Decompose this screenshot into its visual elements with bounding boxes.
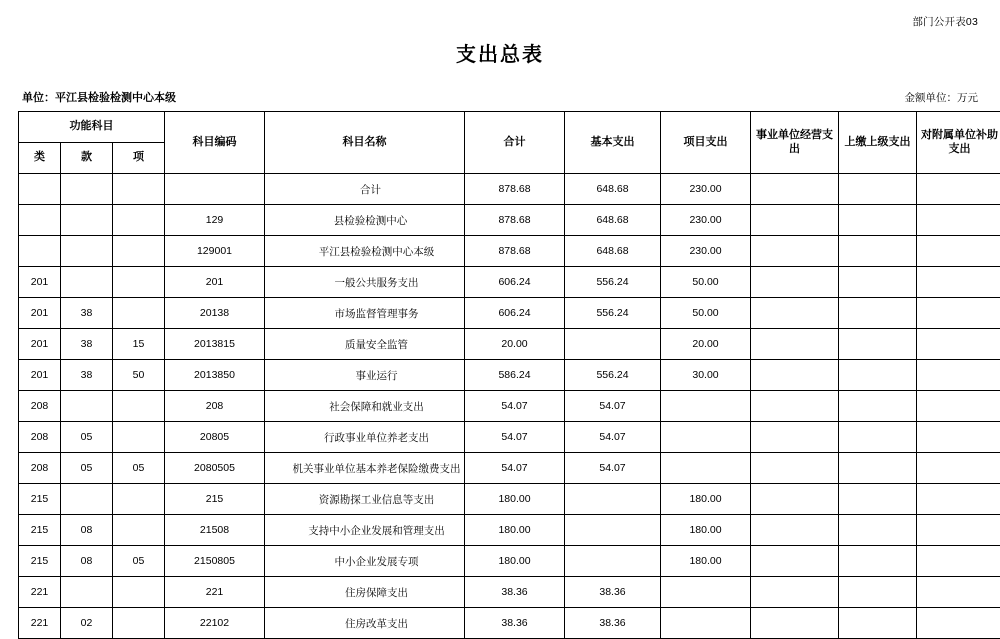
cell-operating-expenditure [751,484,839,515]
cell-class: 221 [19,608,61,639]
cell-subsidiary-subsidy-expenditure [917,298,1000,329]
cell-subsidiary-subsidy-expenditure [917,236,1000,267]
table-row [19,577,1000,608]
cell-project-expenditure [661,391,751,422]
table-row [19,453,1000,484]
cell-subsidiary-subsidy-expenditure [917,422,1000,453]
cell-operating-expenditure [751,453,839,484]
cell-class: 215 [19,515,61,546]
cell-subject-code: 22102 [165,608,265,639]
cell-item [113,422,165,453]
cell-upper-level-expenditure [839,484,917,515]
header-upper-level-expenditure: 上缴上级支出 [839,112,917,174]
cell-subsidiary-subsidy-expenditure [917,267,1000,298]
table-header [19,112,1000,174]
cell-total: 54.07 [465,391,565,422]
cell-item: 15 [113,329,165,360]
cell-subsidiary-subsidy-expenditure [917,608,1000,639]
cell-operating-expenditure [751,298,839,329]
cell-project-expenditure: 230.00 [661,236,751,267]
cell-item [113,205,165,236]
cell-total: 878.68 [465,205,565,236]
cell-project-expenditure: 20.00 [661,329,751,360]
cell-operating-expenditure [751,608,839,639]
cell-total: 586.24 [465,360,565,391]
table-row [19,391,1000,422]
cell-class: 201 [19,267,61,298]
cell-subject-name: 住房改革支出 [265,608,465,639]
header-subsidiary-subsidy-expenditure: 对附属单位补助支出 [917,112,1000,174]
cell-upper-level-expenditure [839,360,917,391]
cell-upper-level-expenditure [839,391,917,422]
cell-subject-name: 质量安全监管 [265,329,465,360]
cell-item [113,236,165,267]
cell-class: 208 [19,422,61,453]
form-code: 部门公开表03 [912,14,978,29]
cell-subject-code: 2150805 [165,546,265,577]
cell-item [113,484,165,515]
cell-operating-expenditure [751,422,839,453]
cell-basic-expenditure: 54.07 [565,422,661,453]
cell-upper-level-expenditure [839,298,917,329]
cell-upper-level-expenditure [839,546,917,577]
cell-class [19,205,61,236]
cell-subsidiary-subsidy-expenditure [917,577,1000,608]
table-row [19,174,1000,205]
header-subject-code: 科目编码 [165,112,265,174]
cell-total: 606.24 [465,267,565,298]
cell-item [113,267,165,298]
cell-item: 05 [113,546,165,577]
cell-section [61,205,113,236]
header-basic-expenditure: 基本支出 [565,112,661,174]
cell-basic-expenditure: 648.68 [565,236,661,267]
cell-project-expenditure: 230.00 [661,205,751,236]
cell-project-expenditure [661,608,751,639]
cell-project-expenditure: 50.00 [661,267,751,298]
amount-unit-label: 金额单位：万元 [905,90,979,105]
cell-subject-code: 2080505 [165,453,265,484]
header-operating-expenditure: 事业单位经营支出 [751,112,839,174]
cell-project-expenditure: 180.00 [661,484,751,515]
cell-operating-expenditure [751,205,839,236]
cell-total: 20.00 [465,329,565,360]
cell-upper-level-expenditure [839,329,917,360]
cell-subsidiary-subsidy-expenditure [917,484,1000,515]
cell-project-expenditure: 180.00 [661,546,751,577]
cell-total: 606.24 [465,298,565,329]
cell-section: 38 [61,329,113,360]
cell-class: 215 [19,484,61,515]
cell-upper-level-expenditure [839,174,917,205]
table-row [19,515,1000,546]
cell-class: 208 [19,391,61,422]
cell-subject-name: 合计 [265,174,465,205]
cell-upper-level-expenditure [839,236,917,267]
cell-total: 878.68 [465,174,565,205]
cell-total: 54.07 [465,453,565,484]
header-section: 款 [61,143,113,174]
cell-project-expenditure [661,422,751,453]
cell-item: 50 [113,360,165,391]
cell-operating-expenditure [751,236,839,267]
cell-subsidiary-subsidy-expenditure [917,174,1000,205]
cell-operating-expenditure [751,174,839,205]
header-item: 项 [113,143,165,174]
cell-basic-expenditure: 556.24 [565,360,661,391]
cell-basic-expenditure: 556.24 [565,267,661,298]
cell-subject-name: 机关事业单位基本养老保险缴费支出 [265,453,465,484]
cell-class [19,236,61,267]
cell-section: 38 [61,360,113,391]
cell-subject-name: 县检验检测中心 [265,205,465,236]
header-total: 合计 [465,112,565,174]
cell-subsidiary-subsidy-expenditure [917,360,1000,391]
cell-operating-expenditure [751,546,839,577]
cell-subject-name: 中小企业发展专项 [265,546,465,577]
cell-upper-level-expenditure [839,608,917,639]
cell-operating-expenditure [751,391,839,422]
cell-class [19,174,61,205]
cell-total: 180.00 [465,515,565,546]
cell-section [61,484,113,515]
table-row [19,236,1000,267]
cell-subsidiary-subsidy-expenditure [917,453,1000,484]
table-row [19,546,1000,577]
cell-basic-expenditure: 54.07 [565,453,661,484]
cell-class: 221 [19,577,61,608]
cell-class: 208 [19,453,61,484]
cell-project-expenditure: 180.00 [661,515,751,546]
cell-operating-expenditure [751,360,839,391]
cell-subsidiary-subsidy-expenditure [917,515,1000,546]
cell-section: 38 [61,298,113,329]
cell-subject-code: 20805 [165,422,265,453]
cell-total: 54.07 [465,422,565,453]
cell-subject-name: 社会保障和就业支出 [265,391,465,422]
cell-subject-code: 20138 [165,298,265,329]
cell-upper-level-expenditure [839,577,917,608]
cell-upper-level-expenditure [839,453,917,484]
cell-upper-level-expenditure [839,515,917,546]
cell-operating-expenditure [751,577,839,608]
cell-subsidiary-subsidy-expenditure [917,329,1000,360]
table-row [19,267,1000,298]
cell-item: 05 [113,453,165,484]
cell-subject-code: 215 [165,484,265,515]
table-header-row-top [19,112,1000,143]
cell-subject-code: 221 [165,577,265,608]
cell-project-expenditure: 30.00 [661,360,751,391]
table-row [19,422,1000,453]
cell-subject-name: 资源勘探工业信息等支出 [265,484,465,515]
table-row [19,484,1000,515]
cell-total: 38.36 [465,608,565,639]
cell-basic-expenditure [565,329,661,360]
cell-operating-expenditure [751,329,839,360]
cell-subject-code: 2013815 [165,329,265,360]
cell-item [113,298,165,329]
cell-basic-expenditure: 38.36 [565,577,661,608]
cell-subject-code: 21508 [165,515,265,546]
cell-subsidiary-subsidy-expenditure [917,391,1000,422]
cell-section [61,174,113,205]
cell-operating-expenditure [751,267,839,298]
cell-class: 215 [19,546,61,577]
cell-basic-expenditure: 38.36 [565,608,661,639]
cell-class: 201 [19,329,61,360]
cell-item [113,608,165,639]
cell-operating-expenditure [751,515,839,546]
cell-total: 180.00 [465,484,565,515]
cell-class: 201 [19,298,61,329]
cell-upper-level-expenditure [839,205,917,236]
cell-item [113,391,165,422]
cell-basic-expenditure: 54.07 [565,391,661,422]
cell-subsidiary-subsidy-expenditure [917,546,1000,577]
cell-item [113,174,165,205]
table-body [19,174,1000,639]
table-row [19,329,1000,360]
cell-basic-expenditure: 648.68 [565,205,661,236]
cell-section: 02 [61,608,113,639]
unit-label: 单位：平江县检验检测中心本级 [22,89,176,105]
table-row [19,608,1000,639]
cell-item [113,515,165,546]
cell-section [61,267,113,298]
cell-subject-code: 129001 [165,236,265,267]
cell-project-expenditure [661,577,751,608]
header-project-expenditure: 项目支出 [661,112,751,174]
cell-subject-name: 支持中小企业发展和管理支出 [265,515,465,546]
cell-section [61,236,113,267]
cell-section: 08 [61,546,113,577]
cell-section [61,577,113,608]
cell-subject-name: 行政事业单位养老支出 [265,422,465,453]
table-row [19,205,1000,236]
cell-section: 05 [61,422,113,453]
cell-total: 878.68 [465,236,565,267]
cell-item [113,577,165,608]
cell-upper-level-expenditure [839,267,917,298]
cell-basic-expenditure: 556.24 [565,298,661,329]
cell-upper-level-expenditure [839,422,917,453]
header-function-group: 功能科目 [19,112,165,143]
cell-basic-expenditure [565,546,661,577]
cell-project-expenditure: 230.00 [661,174,751,205]
cell-basic-expenditure [565,515,661,546]
cell-subsidiary-subsidy-expenditure [917,205,1000,236]
table-row [19,298,1000,329]
cell-total: 180.00 [465,546,565,577]
cell-project-expenditure [661,453,751,484]
table-row [19,360,1000,391]
cell-subject-code: 129 [165,205,265,236]
cell-subject-code: 201 [165,267,265,298]
cell-class: 201 [19,360,61,391]
cell-subject-name: 事业运行 [265,360,465,391]
expenditure-summary-table [18,111,1000,639]
cell-subject-name: 一般公共服务支出 [265,267,465,298]
cell-subject-name: 平江县检验检测中心本级 [265,236,465,267]
cell-subject-code: 208 [165,391,265,422]
cell-section: 05 [61,453,113,484]
cell-subject-name: 住房保障支出 [265,577,465,608]
cell-subject-code: 2013850 [165,360,265,391]
cell-section: 08 [61,515,113,546]
header-subject-name: 科目名称 [265,112,465,174]
page-title: 支出总表 [18,0,982,67]
cell-basic-expenditure [565,484,661,515]
cell-total: 38.36 [465,577,565,608]
meta-row [18,89,982,105]
header-class: 类 [19,143,61,174]
cell-subject-name: 市场监督管理事务 [265,298,465,329]
cell-project-expenditure: 50.00 [661,298,751,329]
cell-basic-expenditure: 648.68 [565,174,661,205]
cell-subject-code [165,174,265,205]
cell-section [61,391,113,422]
